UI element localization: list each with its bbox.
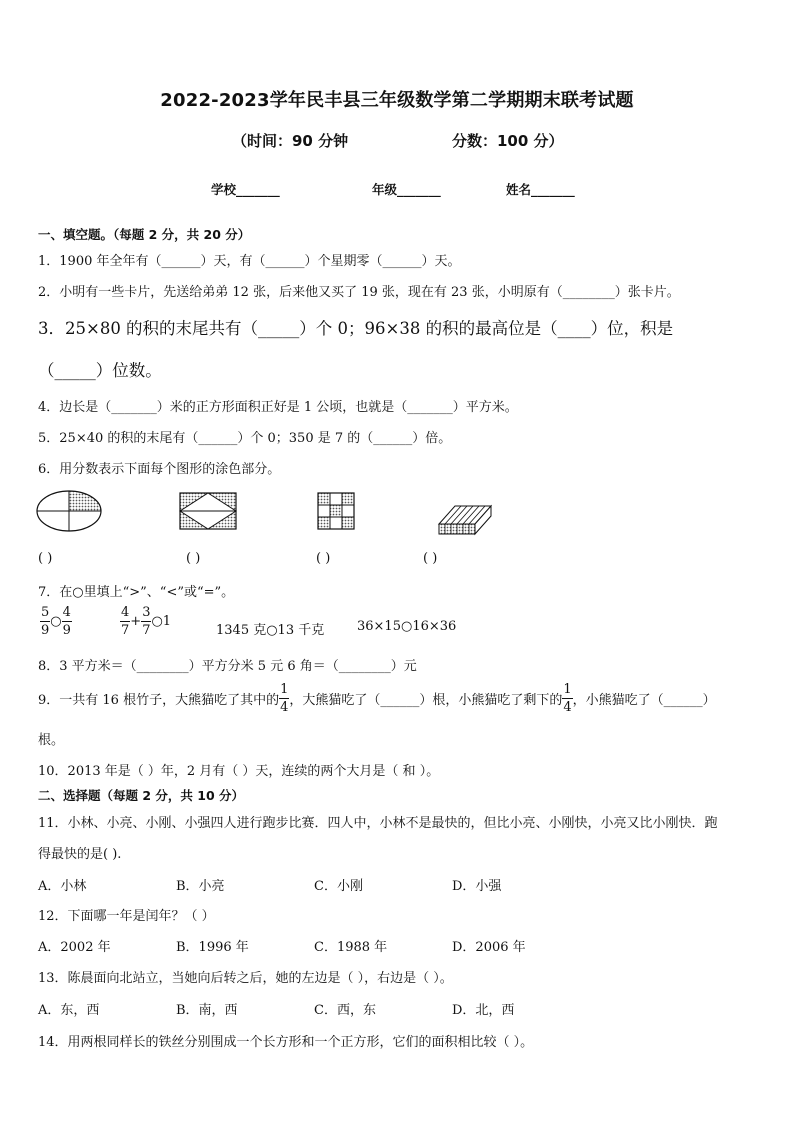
- q6-answer-1: ( ): [38, 551, 53, 566]
- q12-option-c: C．1988 年: [314, 940, 388, 955]
- section-1-heading: 一、填空题。（每题 2 分，共 20 分）: [38, 227, 251, 242]
- fraction: $\frac{1}{4}$: [280, 682, 289, 715]
- q12-option-b: B．1996 年: [176, 940, 249, 955]
- q12-option-d: D．2006 年: [452, 940, 526, 955]
- q7-item-1: $\frac{5}{9}$ ○ $\frac{4}{9}$: [41, 605, 71, 638]
- q13-option-a: A．东，西: [38, 1003, 100, 1018]
- rectangle-diamond-figure: [179, 492, 237, 530]
- q11-option-b: B．小亮: [176, 879, 225, 894]
- fraction: $\frac{4}{7}$: [121, 605, 130, 638]
- question-9: 9．一共有 16 根竹子，大熊猫吃了其中的 $\frac{1}{4}$ ，大熊猫吃了（______）根，小熊猫吃了剩下的 $\frac{1}{4}$ ，小熊猫吃了（______）: [38, 682, 716, 715]
- q12-option-a: A．2002 年: [38, 940, 111, 955]
- question-5: 5．25×40 的积的末尾有（______）个 0；350 是 7 的（______）倍。: [38, 431, 452, 446]
- exam-time: （时间：90 分钟: [232, 132, 349, 150]
- q13-option-d: D．北，西: [452, 1003, 515, 1018]
- cuboid-figure: [437, 496, 493, 536]
- section-2-heading: 二、选择题（每题 2 分，共 10 分）: [38, 788, 245, 803]
- q7-item-2: $\frac{4}{7}$ + $\frac{3}{7}$ ○1: [121, 605, 172, 638]
- q13-option-b: B．南，西: [176, 1003, 238, 1018]
- fraction: $\frac{1}{4}$: [563, 682, 572, 715]
- question-9-line-2: 根。: [38, 733, 65, 748]
- page-title: 2022-2023学年民丰县三年级数学第二学期期末联考试题: [160, 90, 634, 111]
- question-8: 8．3 平方米＝（________）平方分米 5 元 6 角＝（________）元: [38, 659, 417, 674]
- q7-item-3: 1345 克○13 千克: [216, 623, 325, 638]
- question-2: 2．小明有一些卡片，先送给弟弟 12 张，后来他又买了 19 张，现在有 23 张，小明原有（________）张卡片。: [38, 285, 680, 300]
- question-10: 10．2013 年是（ ）年，2 月有（ ）天，连续的两个大月是（ 和 ）。: [38, 764, 440, 779]
- fraction: $\frac{3}{7}$: [142, 605, 151, 638]
- q11-option-a: A．小林: [38, 879, 87, 894]
- grid-square-figure: [317, 492, 355, 530]
- q6-answer-2: ( ): [186, 551, 201, 566]
- question-1: 1．1900 年全年有（______）天，有（______）个星期零（______）天。: [38, 254, 461, 269]
- question-11-line-1: 11．小林、小亮、小刚、小强四人进行跑步比赛．四人中，小林不是最快的，但比小亮、小刚快，小亮又比小刚快．跑: [38, 816, 718, 831]
- question-11-line-2: 得最快的是( ).: [38, 847, 122, 862]
- question-13: 13．陈晨面向北站立，当她向后转之后，她的左边是（ ），右边是（ ）。: [38, 971, 453, 986]
- exam-score: 分数：100 分）: [452, 132, 564, 150]
- q11-option-c: C．小刚: [314, 879, 363, 894]
- question-7: 7．在○里填上“>”、“<”或“=”。: [38, 585, 235, 600]
- question-14: 14．用两根同样长的铁丝分别围成一个长方形和一个正方形，它们的面积相比较（ ）。: [38, 1035, 534, 1050]
- q6-answer-4: ( ): [423, 551, 438, 566]
- name-field: 姓名_______: [506, 182, 575, 197]
- question-4: 4．边长是（_______）米的正方形面积正好是 1 公顷，也就是（_______）平方米。: [38, 400, 518, 415]
- q6-answer-3: ( ): [316, 551, 331, 566]
- question-6: 6．用分数表示下面每个图形的涂色部分。: [38, 462, 281, 477]
- q7-item-4: 36×15○16×36: [357, 619, 457, 634]
- q13-option-c: C．西，东: [314, 1003, 376, 1018]
- fraction: $\frac{5}{9}$: [41, 605, 50, 638]
- question-3-line-2: （_____）位数。: [38, 361, 162, 380]
- q11-option-d: D．小强: [452, 879, 502, 894]
- question-3-line-1: 3．25×80 的积的末尾共有（_____）个 0；96×38 的积的最高位是（____）位，积是: [38, 319, 674, 338]
- ellipse-figure: [36, 490, 102, 532]
- school-field: 学校_______: [211, 182, 280, 197]
- fraction: $\frac{4}{9}$: [62, 605, 71, 638]
- question-12: 12．下面哪一年是闰年？（ ）: [38, 909, 215, 924]
- grade-field: 年级_______: [372, 182, 441, 197]
